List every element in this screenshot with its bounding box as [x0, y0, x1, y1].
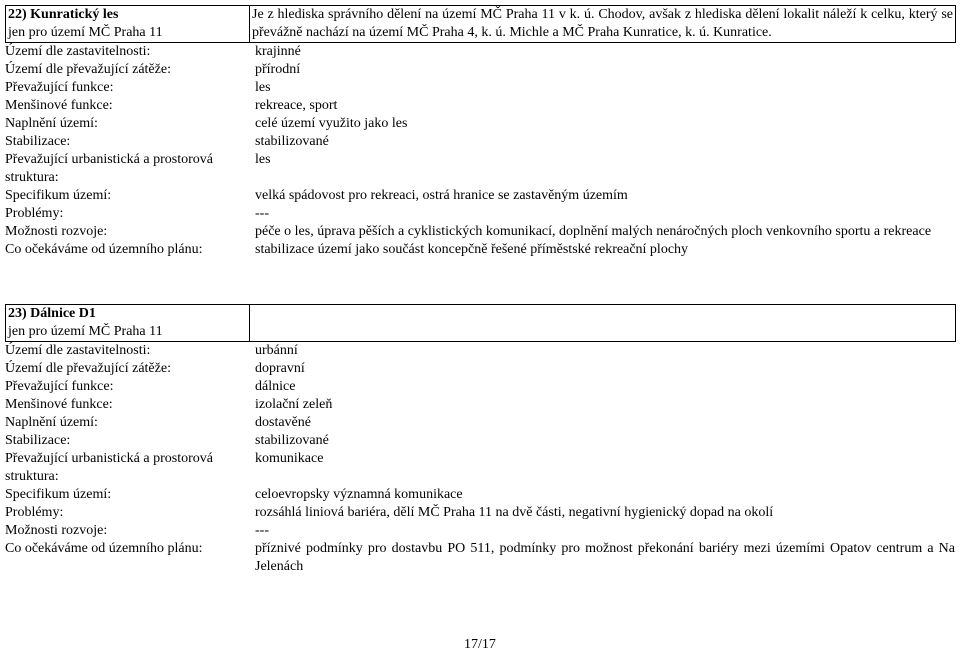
- attr-label: Naplnění území:: [5, 415, 98, 430]
- attr-value: krajinné: [255, 44, 301, 59]
- section-23-subtitle: jen pro území MČ Praha 11: [8, 324, 163, 339]
- attr-label: Stabilizace:: [5, 134, 71, 149]
- attr-label: Problémy:: [5, 206, 64, 221]
- attr-value: stabilizované: [255, 433, 329, 448]
- attr-value: celoevropsky významná komunikace: [255, 487, 463, 502]
- attr-row: [5, 540, 955, 576]
- attr-value: přírodní: [255, 62, 301, 77]
- section-22-note: Je z hlediska správního dělení na území MČ Praha 11 v k. ú. Chodov, avšak z hlediska dělení lokalit náleží k celku, který se převážně nachází na území MČ Praha 4, k. ú. Michle a MČ Praha Kunratice, k. ú. Kunratice.: [250, 6, 956, 43]
- attr-value: komunikace: [255, 451, 324, 466]
- attr-value: les: [255, 152, 271, 167]
- attr-row: [5, 450, 955, 486]
- attr-row: [5, 504, 955, 522]
- attr-value: dálnice: [255, 379, 296, 394]
- attr-value: ---: [255, 206, 269, 221]
- attr-label: Převažující funkce:: [5, 80, 114, 95]
- attr-value: dostavěné: [255, 415, 311, 430]
- attr-row: [5, 151, 955, 187]
- attr-label: Specifikum území:: [5, 487, 112, 502]
- attr-row: [5, 378, 955, 396]
- attr-label: Specifikum území:: [5, 188, 112, 203]
- attr-label: Co očekáváme od územního plánu:: [5, 242, 203, 257]
- attr-row: [5, 97, 955, 115]
- attr-label: Menšinové funkce:: [5, 98, 113, 113]
- attr-label: Území dle zastavitelnosti:: [5, 343, 151, 358]
- attr-row: [5, 61, 955, 79]
- attr-label: Území dle převažující zátěže:: [5, 361, 171, 376]
- attr-value: dopravní: [255, 361, 305, 376]
- attr-value: izolační zeleň: [255, 397, 333, 412]
- attr-label: Převažující funkce:: [5, 379, 114, 394]
- attr-row: [5, 43, 955, 61]
- attr-row: [5, 241, 955, 259]
- section-22-rows: [5, 43, 955, 259]
- attr-row: [5, 360, 955, 378]
- section-22-subtitle: jen pro území MČ Praha 11: [8, 25, 163, 40]
- section-23-rows: [5, 342, 955, 576]
- attr-value: les: [255, 80, 271, 95]
- attr-label: Převažující urbanistická a prostorová struktura:: [5, 451, 213, 484]
- section-23-table: [5, 304, 956, 342]
- attr-row: [5, 396, 955, 414]
- attr-label: Možnosti rozvoje:: [5, 523, 108, 538]
- attr-value: péče o les, úprava pěších a cyklistických komunikací, doplnění malých nenáročných ploch venkovního sportu a rekreace: [255, 224, 932, 239]
- page-number: 17/17: [464, 637, 496, 652]
- attr-row: [5, 133, 955, 151]
- attr-value: rekreace, sport: [255, 98, 338, 113]
- attr-row: [5, 223, 955, 241]
- attr-value: urbánní: [255, 343, 298, 358]
- attr-row: [5, 187, 955, 205]
- attr-row: [5, 414, 955, 432]
- section-22: [5, 5, 955, 259]
- attr-row: [5, 115, 955, 133]
- attr-label: Možnosti rozvoje:: [5, 224, 108, 239]
- attr-row: [5, 486, 955, 504]
- attr-label: Problémy:: [5, 505, 64, 520]
- attr-label: Naplnění území:: [5, 116, 98, 131]
- attr-label: Převažující urbanistická a prostorová struktura:: [5, 152, 213, 185]
- attr-value: celé území využito jako les: [255, 116, 408, 131]
- attr-value: velká spádovost pro rekreaci, ostrá hranice se zastavěným územím: [255, 188, 628, 203]
- section-23-header-cell: [6, 305, 250, 342]
- attr-row: [5, 342, 955, 360]
- attr-row: [5, 205, 955, 223]
- section-23-note: [250, 305, 956, 342]
- attr-label: Území dle zastavitelnosti:: [5, 44, 151, 59]
- section-23: [5, 304, 955, 576]
- attr-value: příznivé podmínky pro dostavbu PO 511, podmínky pro možnost překonání bariéry mezi územími Opatov centrum a Na Jelenách: [255, 541, 955, 574]
- section-22-title: 22) Kunratický les: [8, 7, 119, 22]
- section-22-header-cell: [6, 6, 250, 43]
- attr-label: Území dle převažující zátěže:: [5, 62, 171, 77]
- section-22-table: [5, 5, 956, 43]
- attr-row: [5, 522, 955, 540]
- attr-value: ---: [255, 523, 269, 538]
- attr-row: [5, 432, 955, 450]
- section-23-title: 23) Dálnice D1: [8, 306, 96, 321]
- attr-value: stabilizované: [255, 134, 329, 149]
- attr-value: rozsáhlá liniová bariéra, dělí MČ Praha 11 na dvě části, negativní hygienický dopad na okolí: [255, 505, 774, 520]
- attr-label: Stabilizace:: [5, 433, 71, 448]
- attr-label: Menšinové funkce:: [5, 397, 113, 412]
- attr-row: [5, 79, 955, 97]
- attr-label: Co očekáváme od územního plánu:: [5, 541, 203, 556]
- attr-value: stabilizace území jako součást koncepčně řešené příměstské rekreační plochy: [255, 242, 689, 257]
